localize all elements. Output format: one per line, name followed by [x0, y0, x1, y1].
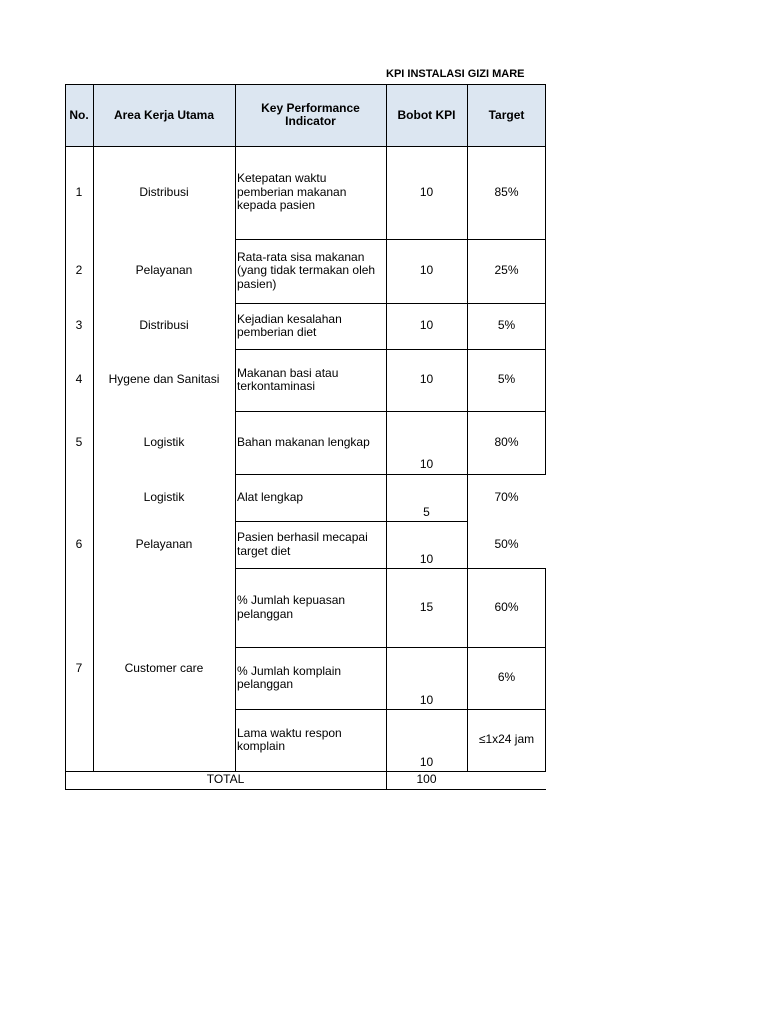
row6-no: 6 — [75, 536, 83, 551]
row5-indicator: Bahan makanan lengkap — [237, 434, 370, 449]
row5-no: 5 — [75, 434, 83, 449]
row4-indicator: Makanan basi atau terkontaminasi — [237, 365, 339, 393]
row1-area: Distribusi — [139, 184, 189, 199]
grid-line — [65, 84, 66, 790]
row1-target: 85% — [494, 184, 519, 199]
row1-no: 1 — [75, 184, 83, 199]
row2-area: Pelayanan — [135, 263, 193, 278]
row5b-area: Logistik — [143, 489, 185, 504]
row3-area: Distribusi — [139, 318, 189, 333]
row7a-target: 60% — [494, 599, 519, 614]
sheet-title: KPI INSTALASI GIZI MARE — [386, 68, 525, 80]
grid-line — [65, 84, 546, 85]
row5b-target: 70% — [494, 489, 519, 504]
header-bobot: Bobot KPI — [386, 84, 467, 146]
row6-area: Pelayanan — [135, 536, 193, 551]
grid-line — [235, 84, 236, 771]
grid-line — [235, 349, 546, 350]
row5b-bobot: 5 — [423, 505, 430, 519]
row5-bobot: 10 — [419, 457, 434, 471]
row5-area: Logistik — [143, 434, 185, 449]
row6-bobot: 10 — [419, 552, 434, 566]
grid-line — [65, 789, 546, 790]
header-kpi: Key Performance Indicator — [235, 84, 386, 146]
grid-line — [235, 521, 467, 522]
grid-line — [386, 84, 387, 790]
row3-target: 5% — [497, 318, 516, 333]
row2-target: 25% — [494, 263, 519, 278]
row6-target: 50% — [494, 536, 519, 551]
row7a-indicator: % Jumlah kepuasan pelanggan — [237, 593, 346, 621]
row7a-bobot: 15 — [419, 599, 434, 614]
grid-line — [235, 303, 546, 304]
grid-line — [467, 84, 468, 771]
row5-target: 80% — [494, 434, 519, 449]
grid-line — [235, 239, 546, 240]
row3-no: 3 — [75, 318, 83, 333]
total-value: 100 — [416, 772, 437, 787]
row7b-bobot: 10 — [419, 693, 434, 707]
row7c-bobot: 10 — [419, 755, 434, 769]
grid-line — [545, 568, 546, 771]
row3-indicator: Kejadian kesalahan pemberian diet — [237, 311, 342, 339]
row1-indicator: Ketepatan waktu pemberian makanan kepada pasien — [237, 171, 347, 213]
total-label: TOTAL — [206, 772, 245, 787]
grid-line — [65, 146, 546, 147]
row1-bobot: 10 — [419, 184, 434, 199]
row7c-target: ≤1x24 jam — [478, 732, 535, 747]
grid-line — [235, 568, 546, 569]
row7b-target: 6% — [497, 670, 516, 685]
grid-line — [235, 474, 546, 475]
grid-line — [235, 411, 546, 412]
header-no: No. — [65, 84, 93, 146]
header-target: Target — [467, 84, 546, 146]
grid-line — [545, 84, 546, 474]
row3-bobot: 10 — [419, 318, 434, 333]
grid-line — [235, 647, 546, 648]
row5b-indicator: Alat lengkap — [237, 489, 304, 504]
row4-target: 5% — [497, 372, 516, 387]
row2-bobot: 10 — [419, 263, 434, 278]
grid-line — [93, 84, 94, 771]
row2-indicator: Rata-rata sisa makanan (yang tidak termakan oleh pasien) — [237, 249, 376, 291]
row2-no: 2 — [75, 263, 83, 278]
row4-no: 4 — [75, 372, 83, 387]
row7-area: Customer care — [124, 661, 204, 676]
grid-line — [65, 771, 546, 772]
row6-indicator: Pasien berhasil mecapai target diet — [237, 530, 368, 558]
grid-line — [235, 709, 546, 710]
row7c-indicator: Lama waktu respon komplain — [237, 725, 342, 753]
header-area: Area Kerja Utama — [93, 84, 235, 146]
row7-no: 7 — [75, 661, 83, 676]
row4-area: Hygene dan Sanitasi — [108, 372, 220, 387]
row4-bobot: 10 — [419, 372, 434, 387]
row7b-indicator: % Jumlah komplain pelanggan — [237, 663, 342, 691]
